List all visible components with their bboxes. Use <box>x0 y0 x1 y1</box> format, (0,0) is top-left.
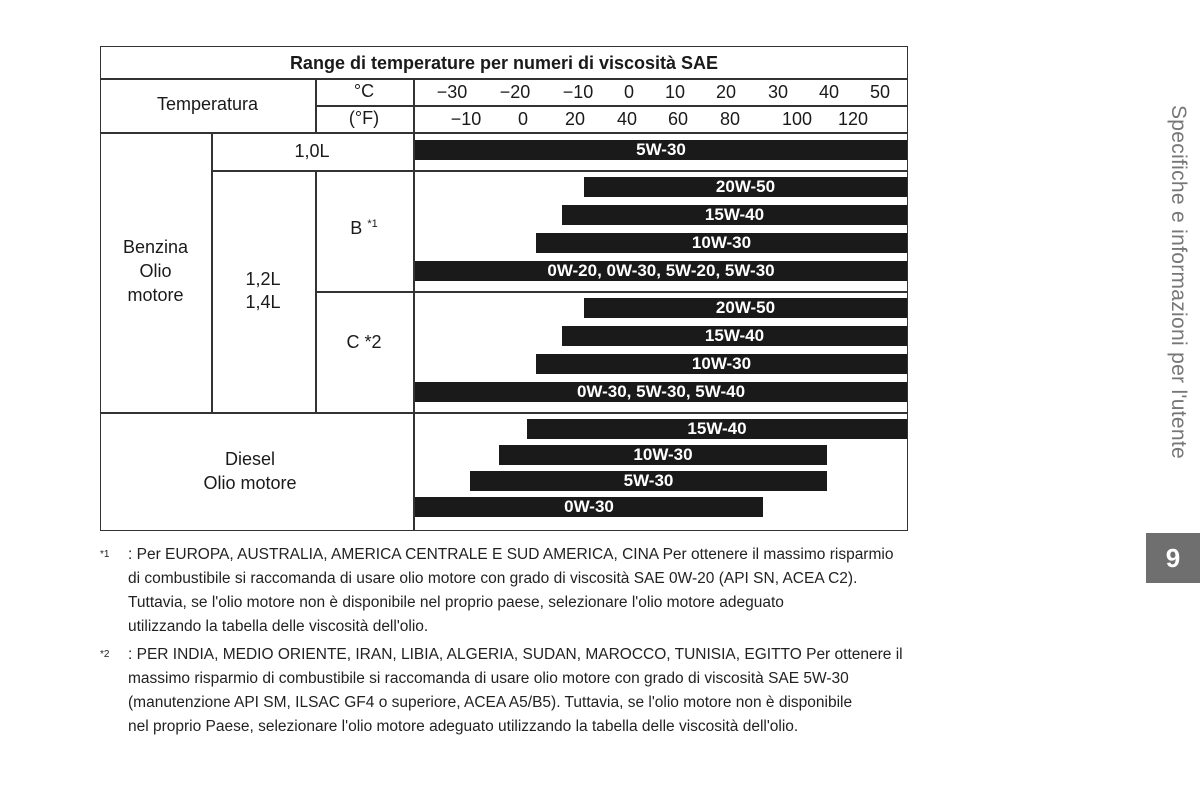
fahrenheit-unit: (°F) <box>348 108 380 128</box>
bar-label: 20W-50 <box>715 298 776 317</box>
viscosity-bar <box>470 471 827 491</box>
table-title: Range di temperature per numeri di viscosità SAE <box>289 53 719 73</box>
fahrenheit-tick: 80 <box>719 109 741 129</box>
viscosity-bar <box>415 497 763 517</box>
footnotes <box>100 543 920 743</box>
bar-label: 0W-30 <box>564 497 614 516</box>
section-sidebar <box>1163 105 1193 525</box>
footnote-line: utilizzando la tabella delle viscosità dell'olio. <box>128 618 429 635</box>
footnote-line: Tuttavia, se l'olio motore non è disponibile nel proprio paese, selezionare l'olio motore adeguato <box>128 594 784 611</box>
diesel-line: Diesel <box>224 449 276 469</box>
celsius-tick: −20 <box>499 82 531 102</box>
viscosity-bar <box>527 419 907 439</box>
footnote-line: : PER INDIA, MEDIO ORIENTE, IRAN, LIBIA, ALGERIA, SUDAN, MAROCCO, TUNISIA, EGITTO Per ottenere il <box>128 646 903 663</box>
divider <box>315 170 317 412</box>
bar-label: 0W-30, 5W-30, 5W-40 <box>576 382 746 401</box>
viscosity-bar <box>536 354 907 374</box>
benzina-label <box>100 235 211 307</box>
bar-label: 5W-30 <box>636 140 686 159</box>
footnote-mark: *1 <box>100 549 110 560</box>
celsius-tick: 30 <box>767 82 789 102</box>
bar-label: 15W-40 <box>704 326 765 345</box>
bar-label: 10W-30 <box>633 445 693 464</box>
fahrenheit-tick: 40 <box>616 109 638 129</box>
group-b-label <box>315 218 413 239</box>
divider <box>100 412 908 414</box>
divider <box>100 132 908 134</box>
footnote-line: massimo risparmio di combustibile si raccomanda di usare olio motore con grado di viscosità SAE 5W-30 <box>128 670 849 687</box>
viscosity-bar <box>415 261 907 281</box>
viscosity-bar <box>415 140 907 160</box>
celsius-tick: 20 <box>715 82 737 102</box>
viscosity-bar <box>584 177 907 197</box>
bar-label: 15W-40 <box>687 419 747 438</box>
divider <box>100 78 908 80</box>
fahrenheit-tick: 20 <box>564 109 586 129</box>
chapter-number: 9 <box>1146 533 1200 583</box>
viscosity-bar <box>562 326 907 346</box>
section-title: Specifiche e informazioni per l'utente <box>1167 105 1190 459</box>
benzina-line: Olio <box>139 261 172 281</box>
diesel-label <box>185 447 315 495</box>
viscosity-bar <box>562 205 907 225</box>
engine-line: 1,2L <box>245 269 281 289</box>
celsius-tick: −10 <box>562 82 594 102</box>
bar-label: 10W-30 <box>691 354 752 373</box>
divider <box>315 105 908 107</box>
bar-label: 15W-40 <box>704 205 765 224</box>
fahrenheit-tick: −10 <box>450 109 482 129</box>
fahrenheit-tick: 100 <box>781 109 813 129</box>
viscosity-bar <box>499 445 827 465</box>
viscosity-bar <box>584 298 907 318</box>
divider <box>315 291 908 293</box>
engine-line: 1,4L <box>245 292 281 312</box>
footnote-line: di combustibile si raccomanda di usare olio motore con grado di viscosità SAE 0W-20 (API SN, ACEA C2). <box>128 570 858 587</box>
fahrenheit-tick: 0 <box>517 109 528 129</box>
engine-1-2l-1-4l <box>211 268 315 314</box>
group-b-text: B <box>350 218 363 238</box>
viscosity-bar <box>536 233 907 253</box>
diesel-line: Olio motore <box>203 473 297 493</box>
footnote-line: : Per EUROPA, AUSTRALIA, AMERICA CENTRALE E SUD AMERICA, CINA Per ottenere il massimo risparmio <box>128 546 894 563</box>
footnote-line: nel proprio Paese, selezionare l'olio motore adeguato utilizzando la tabella delle viscosità dell'olio. <box>128 718 799 735</box>
bar-label: 5W-30 <box>623 471 674 490</box>
fahrenheit-tick: 60 <box>667 109 689 129</box>
group-c-label: C *2 <box>346 332 382 352</box>
bar-label: 20W-50 <box>715 177 776 196</box>
benzina-line: Benzina <box>122 237 189 257</box>
celsius-tick: 0 <box>623 82 634 102</box>
celsius-tick: −30 <box>436 82 468 102</box>
bar-label: 0W-20, 0W-30, 5W-20, 5W-30 <box>547 261 775 280</box>
engine-1-0l: 1,0L <box>294 141 330 161</box>
viscosity-bar <box>415 382 907 402</box>
footnote-1 <box>100 543 920 639</box>
celsius-tick: 40 <box>818 82 840 102</box>
benzina-line: motore <box>127 285 184 305</box>
celsius-unit: °C <box>353 81 375 101</box>
celsius-tick: 50 <box>869 82 891 102</box>
group-b-mark: *1 <box>367 218 378 230</box>
celsius-tick: 10 <box>664 82 686 102</box>
footnote-mark: *2 <box>100 649 110 660</box>
fahrenheit-tick: 120 <box>837 109 869 129</box>
temperature-label: Temperatura <box>156 94 259 114</box>
footnote-line: (manutenzione API SM, ILSAC GF4 o superiore, ACEA A5/B5). Tuttavia, se l'olio motore non è disponibile <box>128 694 853 711</box>
footnote-2 <box>100 643 920 739</box>
bar-label: 10W-30 <box>691 233 752 252</box>
